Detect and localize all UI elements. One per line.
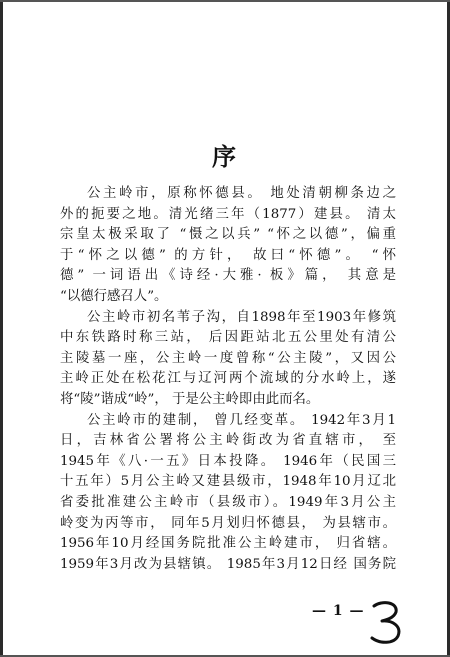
text-line: 主陵墓一座，公主岭一度曾称“公主陵”，又因公 [60,350,396,366]
text-line: 德” 一词语出《诗经·大雅· 板》篇， 其意是 [60,268,396,284]
text-line: 外的扼要之地。清光绪三年（1877）建县。 清太 [60,206,396,222]
text-line: 十五年）5月公主岭又建县级市，1948年10月辽北 [60,474,396,490]
text-line: 1956年10月经国务院批准公主岭建市， 归省辖。 [60,536,396,552]
text-line: 公主岭市的建制， 曾几经变革。 1942年3月1 [87,412,396,428]
text-line: 岭变为丙等市， 同年5月划归怀德县， 为县辖市。 [60,515,396,531]
body-text [60,184,396,575]
text-line: 1959年3月改为县辖镇。 1985年3月12日经 国务院 [60,556,396,572]
text-line: 于“怀之以德” 的方针， 故曰“怀德”。 “怀 [60,247,396,263]
text-line: 日，吉林省公署将公主岭街改为省直辖市， 至 [60,433,396,449]
text-line: 主岭正处在松花江与辽河两个流域的分水岭上，遂 [60,371,396,387]
text-line: 中东铁路时称三站， 后因距站北五公里处有清公 [60,330,396,346]
scan-edge-left [0,0,3,657]
text-line: 将“陵”谐成“岭”， 于是公主岭即由此而名。 [60,391,320,407]
text-line: 公主岭市，原称怀德县。 地处清朝柳条边之 [87,186,396,201]
text-line: “以德行感召人”。 [60,288,168,304]
text-line: 宗皇太极采取了 “慑之以兵” “怀之以德”，偏重 [60,227,396,243]
text-line: 公主岭市初名苇子沟，自1898年至1903年修筑 [87,309,396,325]
page-number: — 1 — [312,603,365,619]
handwritten-page-mark [368,598,408,648]
scan-edge-top [0,0,450,2]
page-title: 序 [212,142,238,171]
text-line: 1945年《八·一五》日本投降。 1946年（民国三 [60,453,396,469]
text-line: 省委批准建公主岭市（县级市）。1949年3月公主 [60,494,396,510]
